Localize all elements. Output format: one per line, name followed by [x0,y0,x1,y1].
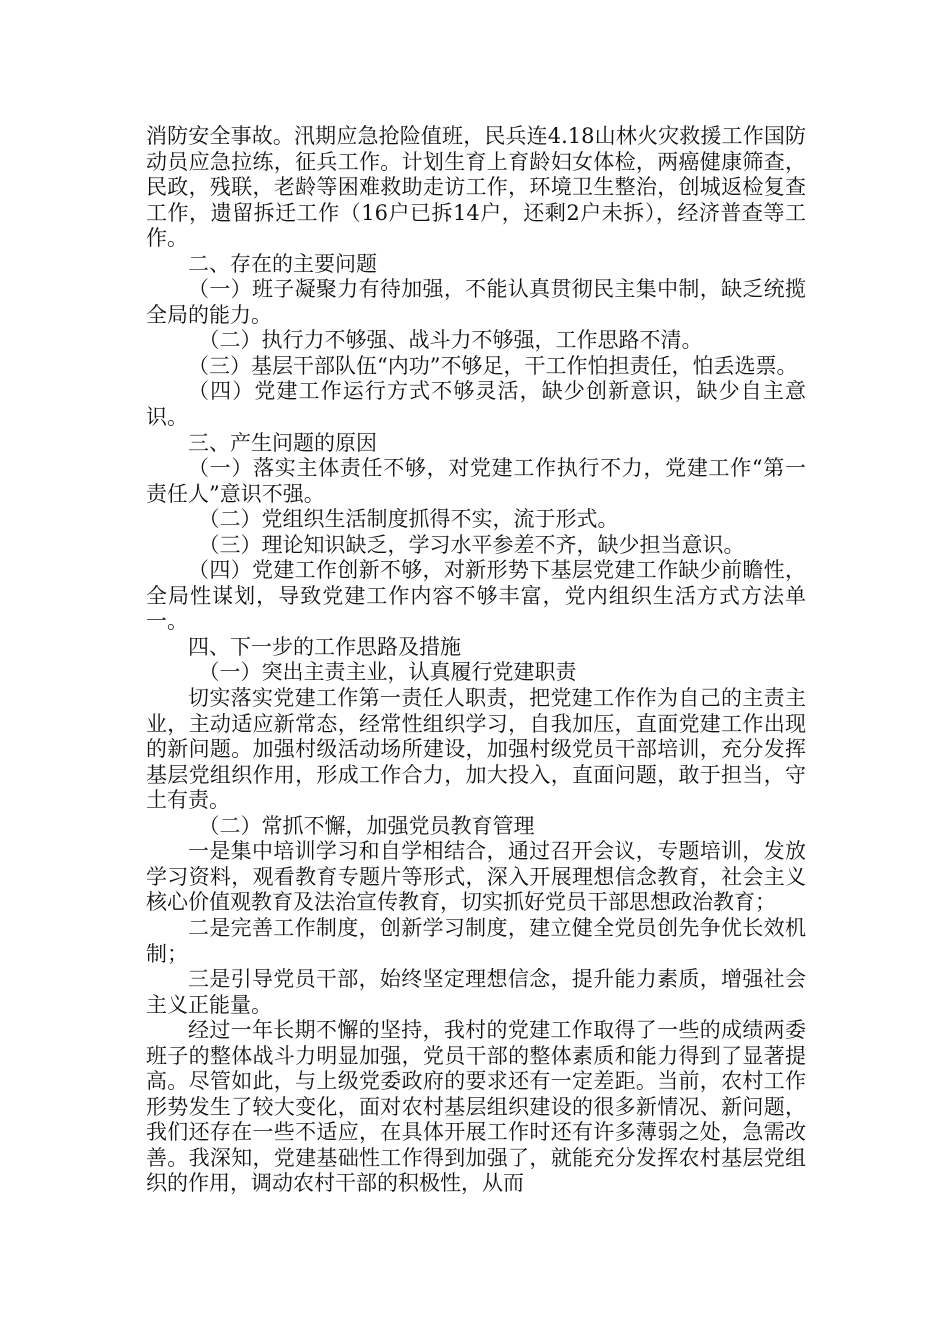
section-heading: 二、存在的主要问题 [188,251,377,276]
paragraph: （三）理论知识缺乏，学习水平参差不齐，缺少担当意识。 [198,532,745,557]
paragraph: 切实落实党建工作第一责任人职责，把党建工作作为自己的主责主业，主动适应新常态，经常性组织学习，自我加压，直面党建工作出现的新问题。加强村级活动场所建设，加强村级党员干部培训，充分发挥基层党组织作用，形成工作合力，加大投入，直面问题，敢于担当，守土有责。 [146,686,806,813]
section-heading: 三、产生问题的原因 [188,430,377,455]
paragraph: （四）党建工作运行方式不够灵活，缺少创新意识，缺少自主意识。 [146,379,806,430]
subsection-heading: （一）突出主责主业，认真履行党建职责 [198,660,577,685]
document-body [146,124,806,1197]
paragraph: （一）班子凝聚力有待加强，不能认真贯彻民主集中制，缺乏统揽全局的能力。 [146,277,806,327]
paragraph: （四）党建工作创新不够，对新形势下基层党建工作缺少前瞻性，全局性谋划，导致党建工作内容不够丰富，党内组织生活方式方法单一。 [146,558,806,634]
paragraph: 二是完善工作制度，创新学习制度，建立健全党员创先争优长效机制； [146,915,806,966]
paragraph: （二）党组织生活制度抓得不实，流于形式。 [198,507,619,532]
subsection-heading: （二）常抓不懈，加强党员教育管理 [198,813,535,838]
paragraph: （一）落实主体责任不够，对党建工作执行不力，党建工作“第一责任人”意识不强。 [146,456,806,506]
paragraph: 经过一年长期不懈的坚持，我村的党建工作取得了一些的成绩两委班子的整体战斗力明显加强，党员干部的整体素质和能力得到了显著提高。尽管如此，与上级党委政府的要求还有一定差距。当前，农村工作形势发生了较大变化，面对农村基层组织建设的很多新情况、新问题，我们还存在一些不适应，在具体开展工作时还有许多薄弱之处，急需改善。我深知，党建基础性工作得到加强了，就能充分发挥农村基层党组织的作用，调动农村干部的积极性，从而 [146,1018,806,1196]
paragraph: 三是引导党员干部，始终坚定理想信念，提升能力素质，增强社会主义正能量。 [146,967,806,1017]
paragraph: 一是集中培训学习和自学相结合，通过召开会议，专题培训，发放学习资料，观看教育专题片等形式，深入开展理想信念教育，社会主义核心价值观教育及法治宣传教育，切实抓好党员干部思想政治教育； [146,839,806,915]
paragraph: （二）执行力不够强、战斗力不够强，工作思路不清。 [198,328,703,353]
paragraph: （三）基层干部队伍“内功”不够足，干工作怕担责任，怕丢选票。 [188,353,798,378]
paragraph: 消防安全事故。汛期应急抢险值班，民兵连4.18山林火灾救援工作国防动员应急拉练，征兵工作。计划生育上育龄妇女体检，两癌健康筛查，民政，残联，老龄等困难救助走访工作，环境卫生整治，创城返检复查工作，遗留拆迁工作（16户已拆14户，还剩2户未拆），经济普查等工作。 [146,124,806,251]
section-heading: 四、下一步的工作思路及措施 [188,634,461,659]
